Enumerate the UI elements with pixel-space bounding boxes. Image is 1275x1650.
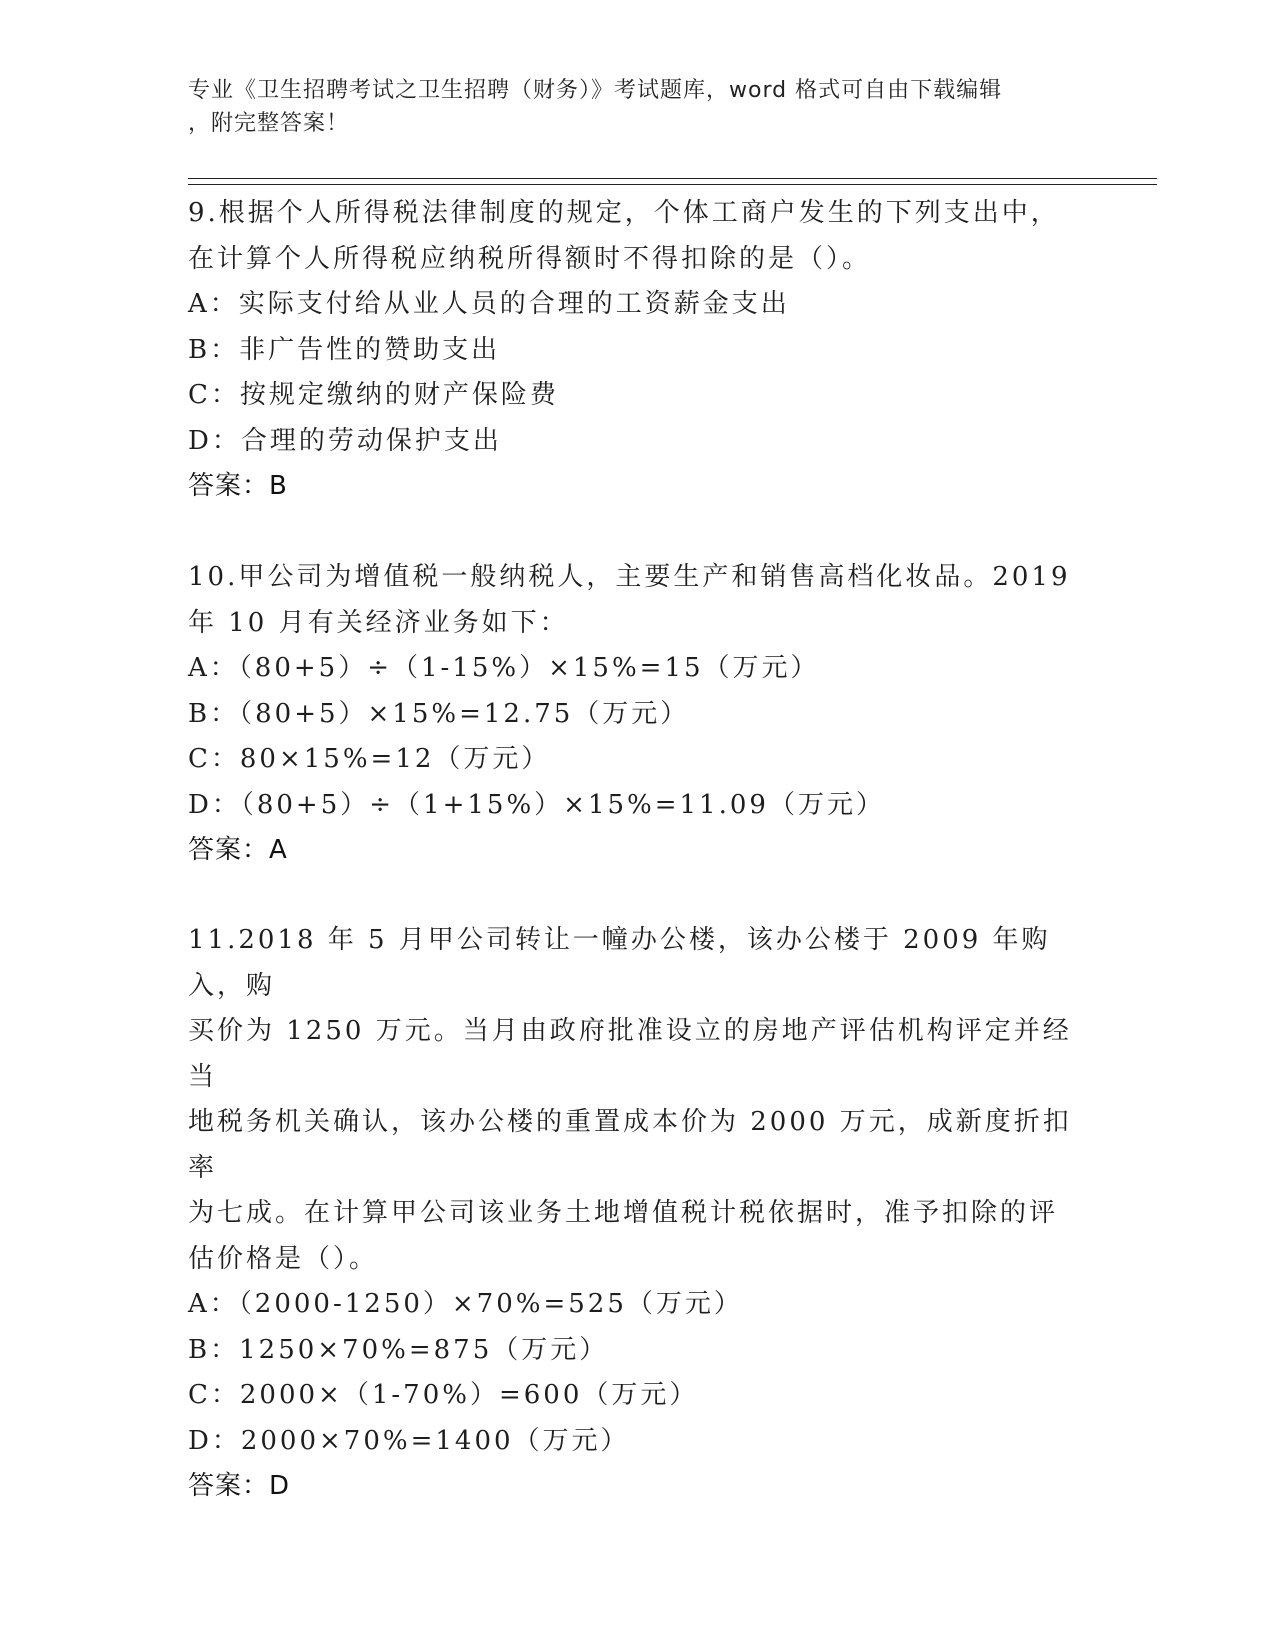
header-line-1: 专业《卫生招聘考试之卫生招聘（财务）》考试题库，word 格式可自由下载编辑 (188, 78, 1003, 103)
option-a: A：（80+5）÷（1-15%）×15%=15（万元） (188, 653, 820, 683)
option-d: D：2000×70%=1400（万元） (188, 1425, 630, 1456)
option-c: C：2000×（1-70%）=600（万元） (188, 1380, 699, 1410)
header-line-2: ，附完整答案！ (188, 111, 350, 136)
option-c: C：按规定缴纳的财产保险费 (188, 380, 559, 410)
option-a: A：实际支付给从业人员的合理的工资薪金支出 (188, 289, 790, 319)
question-stem-line: 11.2018 年 5 月甲公司转让一幢办公楼，该办公楼于 2009 年购入，购 (188, 925, 1051, 1001)
option-d: D：（80+5）÷（1+15%）×15%=11.09（万元） (188, 789, 885, 820)
option-d: D：合理的劳动保护支出 (188, 425, 502, 456)
option-b: B：（80+5）×15%=12.75（万元） (188, 698, 690, 729)
question-stem-line: 9.根据个人所得税法律制度的规定，个体工商户发生的下列支出中， (188, 198, 1060, 228)
question-9 (188, 191, 1088, 510)
option-c: C：80×15%=12（万元） (188, 744, 551, 774)
option-a: A：（2000-1250）×70%=525（万元） (188, 1289, 743, 1319)
header-divider-top (188, 178, 1157, 179)
option-b: B：非广告性的赞助支出 (188, 334, 501, 365)
question-stem-line: 为七成。在计算甲公司该业务土地增值税计税依据时，准予扣除的评 (188, 1198, 1059, 1228)
answer-line: 答案：B (188, 471, 288, 501)
header-divider-bottom (188, 184, 1157, 185)
question-11 (188, 918, 1088, 1510)
document-header (188, 74, 1068, 140)
question-stem-line: 10.甲公司为增值税一般纳税人，主要生产和销售高档化妆品。2019 (188, 562, 1071, 592)
question-stem-line: 在计算个人所得税应纳税所得额时不得扣除的是（）。 (188, 243, 872, 274)
answer-line: 答案：A (188, 835, 288, 865)
question-stem-line: 估价格是（）。 (188, 1243, 379, 1274)
question-stem-line: 买价为 1250 万元。当月由政府批准设立的房地产评估机构评定并经当 (188, 1016, 1072, 1092)
question-stem-line: 地税务机关确认，该办公楼的重置成本价为 2000 万元，成新度折扣率 (188, 1107, 1072, 1183)
option-b: B：1250×70%=875（万元） (188, 1334, 609, 1365)
question-10 (188, 555, 1088, 874)
question-stem-line: 年 10 月有关经济业务如下： (188, 607, 569, 638)
answer-line: 答案：D (188, 1471, 291, 1501)
